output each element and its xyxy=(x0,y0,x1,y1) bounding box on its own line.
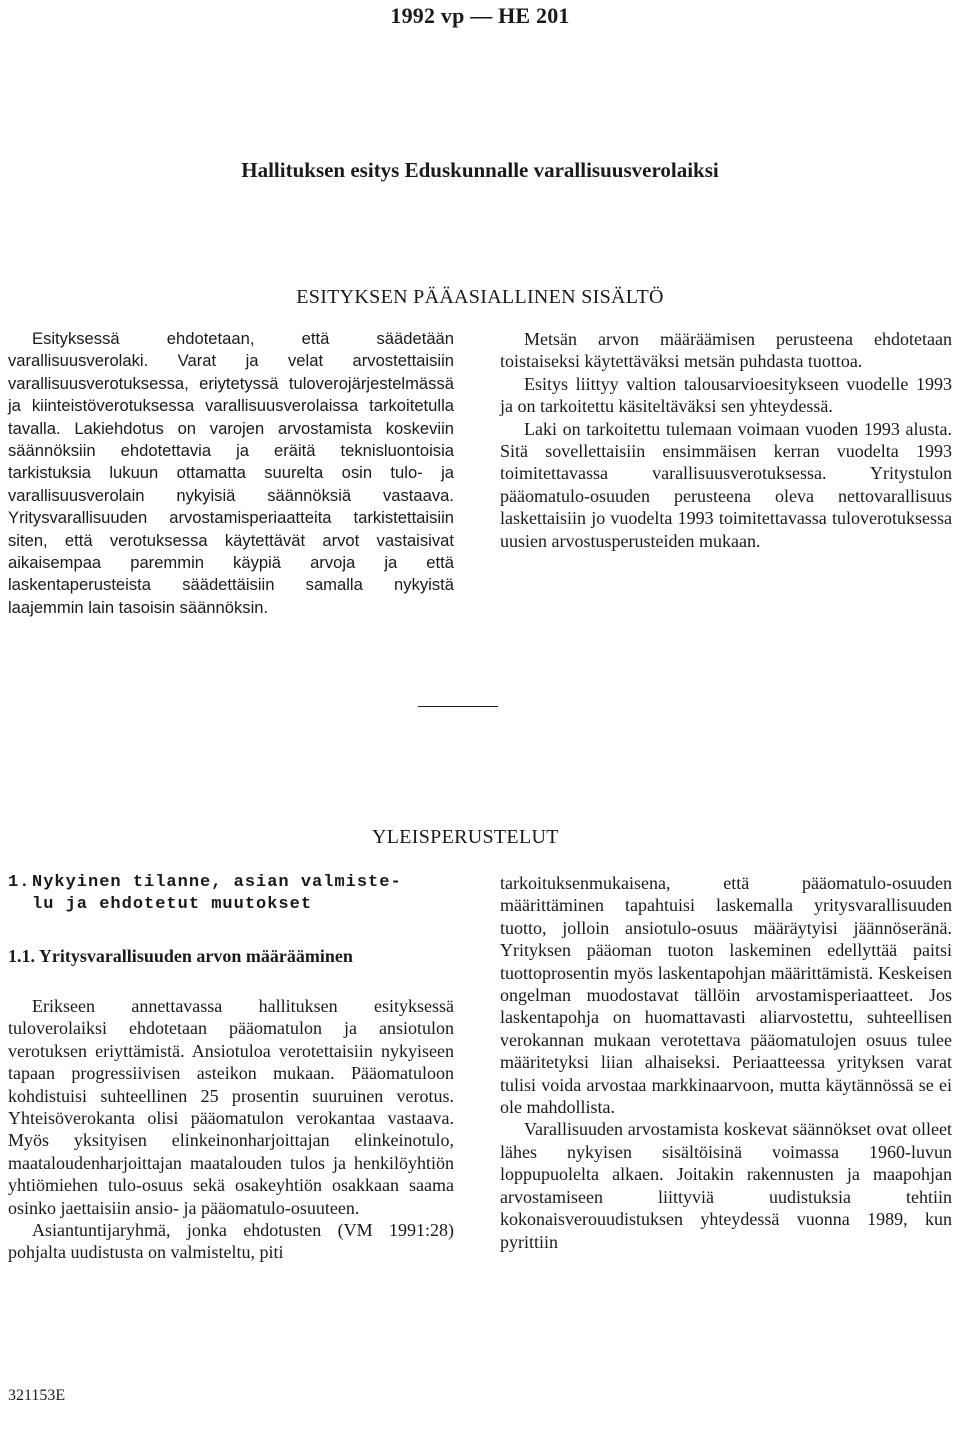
summary-left-paragraph: Esityksessä ehdotetaan, että säädetään varallisuusverolaki. Varat ja velat arvostettaisiin varallisuusverotuksessa, eriytetyssä tuloverojärjestelmässä ja kiinteistöverotuksessa varallisuusverolaissa tarkoitetulla tavalla. Lakiehdotus on varojen arvostamista koskeviin säännöksiin ehdotettavia ja eräitä teknisluontoisia tarkistuksia lukuun ottamatta suurelta osin tulo- ja varallisuusverolain nykyisiä säännöksiä vastaava. Yritysvarallisuuden arvostamisperiaatteita tarkistettaisiin siten, että verotuksessa käytettävät arvot vastaisivat aikaisempaa paremmin käypiä arvoja ja että laskentaperusteista säädettäisiin samalla nykyistä laajemmin lain tasoisin säännöksin. xyxy=(8,329,454,617)
general-heading: YLEISPERUSTELUT xyxy=(372,826,559,848)
summary-right-paragraph: Esitys liittyy valtion talousarvioesitykseen vuodelle 1993 ja on tarkoitettu käsiteltäväksi sen yhteydessä. xyxy=(500,373,952,417)
section-1-1-heading: 1.1. Yritysvarallisuuden arvon määrääminen xyxy=(8,946,353,966)
document-title: Hallituksen esitys Eduskunnalle varallisuusverolaiksi xyxy=(241,158,719,182)
section-1-title-line2: lu ja ehdotetut muutokset xyxy=(32,895,313,914)
summary-left-column xyxy=(8,328,454,619)
summary-right-column xyxy=(500,328,952,552)
body-right-paragraph: tarkoituksenmukaisena, että pääomatulo-osuuden määrittäminen tapahtuisi laskemalla yritysvarallisuuden tuotto, jolloin ansiotulo-osuus määräytyisi jäännöseränä. Yrityksen pääoman tuoton laskeminen edellyttää paitsi tuottoprosentin myös laskentapohjan määrittämistä. Keskeisen ongelman muodostavat tällöin arvostamisperiaatteet. Jos laskentapohja on huomattavasti aliarvostettu, suhteellisen verokannan mukaan verotettava pääomatulojen osuus tulee määritetyksi liian alhaiseksi. Periaatteessa yrityksen varat tulisi voida arvostaa markkinaarvoon, mutta käytännössä se ei ole mahdollista. xyxy=(500,873,952,1118)
section-1-title-line1: Nykyinen tilanne, asian valmiste- xyxy=(32,873,402,892)
page-header: 1992 vp — HE 201 xyxy=(390,3,570,28)
summary-right-paragraph: Laki on tarkoitettu tulemaan voimaan vuoden 1993 alusta. Sitä sovellettaisiin ensimmäisen kerran vuodelta 1993 toimitettavassa varallisuusverotuksessa. Yritystulon pääomatulo-osuuden perusteena oleva nettovarallisuus laskettaisiin jo vuodelta 1993 toimitettavassa tuloverotuksessa uusien arvostusperusteiden mukaan. xyxy=(500,418,952,551)
summary-heading: ESITYKSEN PÄÄASIALLINEN SISÄLTÖ xyxy=(296,286,664,308)
section-1-heading xyxy=(8,872,478,916)
body-left-paragraph: Asiantuntijaryhmä, jonka ehdotusten (VM 1991:28) pohjalta uudistusta on valmisteltu, piti xyxy=(8,1220,454,1263)
body-right-paragraph: Varallisuuden arvostamista koskevat säännökset ovat olleet lähes nykyisen sisältöisinä voimassa 1960-luvun loppupuolelta alkaen. Joitakin rakennusten ja maapohjan arvostamiseen liittyviä uudistuksia tehtiin kokonaisverouudistuksen yhteydessä vuonna 1989, kun pyrittiin xyxy=(500,1119,952,1252)
body-left-paragraph: Erikseen annettavassa hallituksen esityksessä tuloverolaiksi ehdotetaan pääomatulon ja ansiotulon verotuksen eriyttämistä. Ansiotuloa verotettaisiin nykyiseen tapaan progressiivisen asteikon mukaan. Pääomatuloon kohdistuisi suhteellinen 25 prosentin suuruinen verotus. Yhteisöverokanta olisi pääomatulon verokantaa vastaava. Myös yksityisen elinkeinonharjoittajan elinkeinotulo, maataloudenharjoittajan maatalouden tulos ja henkilöyhtiön yhtiömiehen tulo-osuus sekä osakeyhtiön osakkaan saama osinko jaettaisiin ansio- ja pääomatulo-osuuteen. xyxy=(8,996,454,1218)
body-right-column xyxy=(500,872,952,1253)
summary-right-paragraph: Metsän arvon määräämisen perusteena ehdotetaan toistaiseksi käytettäväksi metsän puhdasta tuottoa. xyxy=(500,329,952,372)
body-left-column xyxy=(8,995,454,1264)
footer-code: 321153E xyxy=(8,1387,66,1404)
section-1-number: 1. xyxy=(8,873,31,892)
section-divider xyxy=(418,706,498,707)
